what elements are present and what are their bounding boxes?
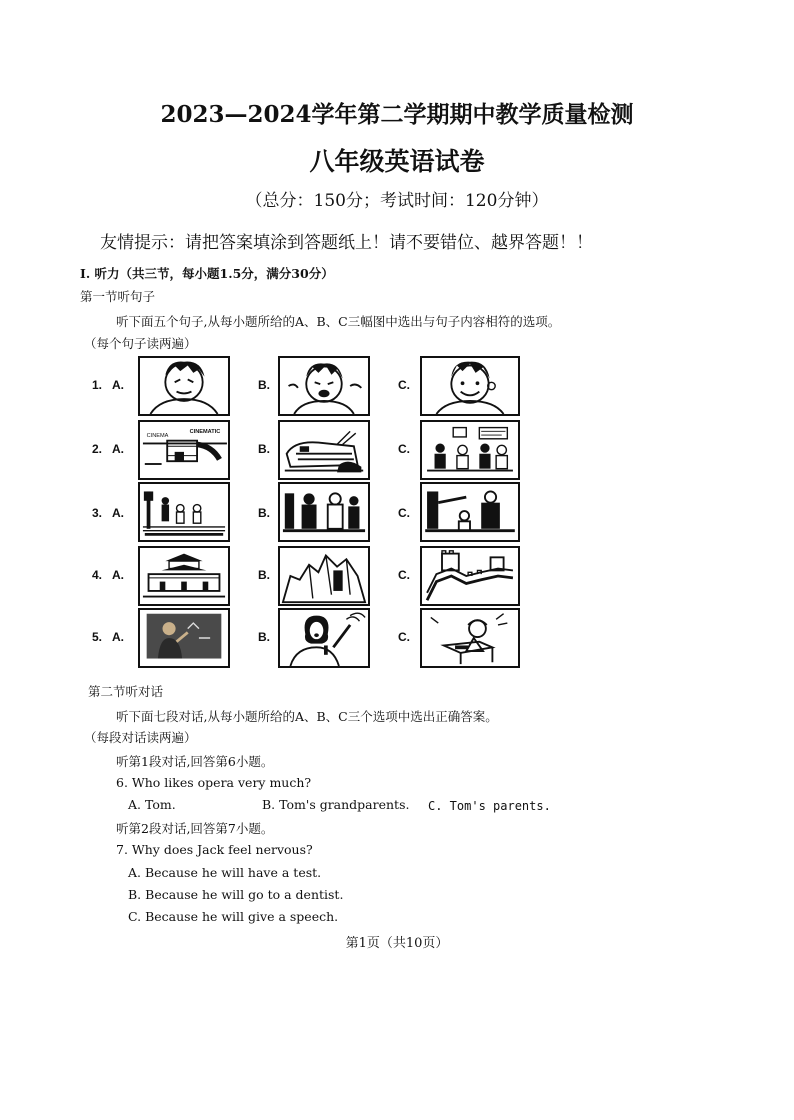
option-label: A.	[112, 506, 124, 520]
exam-subtitle: 八年级英语试卷	[309, 147, 485, 176]
boy-face-icon	[140, 358, 228, 414]
question-number: 2.	[92, 442, 103, 456]
page-footer: 第1页（共10页）	[345, 936, 449, 951]
picture-3b[interactable]	[278, 482, 370, 542]
q6-option-a[interactable]: A. Tom.	[128, 797, 176, 812]
picture-4a[interactable]	[138, 546, 230, 606]
section1-note: （每个句子读两遍）	[84, 336, 197, 351]
picture-3a[interactable]	[138, 482, 230, 542]
picture-2c[interactable]	[420, 420, 520, 480]
picture-5c[interactable]	[420, 608, 520, 668]
option-label: B.	[258, 442, 270, 456]
option-label: B.	[258, 630, 270, 644]
friendly-tip: 友情提示：请把答案填涂到答题纸上！请不要错位、越界答题！！	[100, 233, 593, 253]
man-child-icon	[422, 484, 518, 540]
boy-shouting-icon	[280, 358, 368, 414]
q7-option-b[interactable]: B. Because he will go to a dentist.	[128, 887, 344, 902]
section1-instruction: 听下面五个句子,从每小题所给的A、B、C三幅图中选出与句子内容相符的选项。	[116, 314, 561, 329]
dialog2-intro: 听第2段对话,回答第7小题。	[116, 821, 274, 836]
teacher-blackboard-icon	[140, 610, 228, 666]
picture-1a[interactable]	[138, 356, 230, 416]
picture-3c[interactable]	[420, 482, 520, 542]
option-label: C.	[398, 568, 410, 582]
option-label: C.	[398, 506, 410, 520]
section1-title: 第一节听句子	[80, 289, 156, 304]
picture-2b[interactable]	[278, 420, 370, 480]
picture-5b[interactable]	[278, 608, 370, 668]
option-label: A.	[112, 568, 124, 582]
question-number: 1.	[92, 378, 103, 392]
section2-note: （每段对话读两遍）	[84, 730, 197, 745]
picture-4b[interactable]	[278, 546, 370, 606]
picture-2a[interactable]	[138, 420, 230, 480]
picture-1c[interactable]	[420, 356, 520, 416]
option-label: B.	[258, 568, 270, 582]
tiananmen-icon	[140, 548, 228, 604]
picture-5a[interactable]	[138, 608, 230, 668]
q7-option-a[interactable]: A. Because he will have a test.	[128, 865, 322, 880]
student-desk-icon	[422, 610, 518, 666]
cinema-small-text: CINEMA	[146, 432, 169, 439]
option-label: B.	[258, 378, 270, 392]
option-label: C.	[398, 442, 410, 456]
cinema-icon	[140, 422, 228, 478]
option-label: A.	[112, 442, 124, 456]
boy-smiling-icon	[422, 358, 518, 414]
family-street-icon	[140, 484, 228, 540]
question-number: 3.	[92, 506, 103, 520]
option-label: C.	[398, 630, 410, 644]
option-label: A.	[112, 630, 124, 644]
picture-1b[interactable]	[278, 356, 370, 416]
question-7: 7. Why does Jack feel nervous?	[116, 842, 313, 857]
question-6: 6. Who likes opera very much?	[116, 775, 312, 790]
question-number: 4.	[92, 568, 103, 582]
exam-title: 2023—2024学年第二学期期中教学质量检测	[160, 101, 634, 128]
great-wall-icon	[422, 548, 518, 604]
option-label: B.	[258, 506, 270, 520]
section2-title: 第二节听对话	[88, 684, 164, 699]
question-number: 5.	[92, 630, 103, 644]
men-talking-icon	[280, 484, 368, 540]
picture-4c[interactable]	[420, 546, 520, 606]
train-icon	[280, 422, 368, 478]
woman-singing-icon	[280, 610, 368, 666]
mountain-icon	[280, 548, 368, 604]
option-label: C.	[398, 378, 410, 392]
option-label: A.	[112, 378, 124, 392]
q7-option-c[interactable]: C. Because he will give a speech.	[128, 909, 339, 924]
cinema-text: CINEMATIC	[189, 429, 221, 436]
q6-option-c[interactable]: C. Tom's parents.	[428, 799, 551, 813]
dialog1-intro: 听第1段对话,回答第6小题。	[116, 754, 274, 769]
section2-instruction: 听下面七段对话,从每小题所给的A、B、C三个选项中选出正确答案。	[116, 709, 498, 724]
museum-icon	[422, 422, 518, 478]
exam-info: （总分：150分；考试时间：120分钟）	[245, 191, 549, 211]
q6-option-b[interactable]: B. Tom's grandparents.	[262, 797, 410, 812]
part1-heading: I. 听力（共三节，每小题1.5分，满分30分）	[80, 266, 334, 281]
